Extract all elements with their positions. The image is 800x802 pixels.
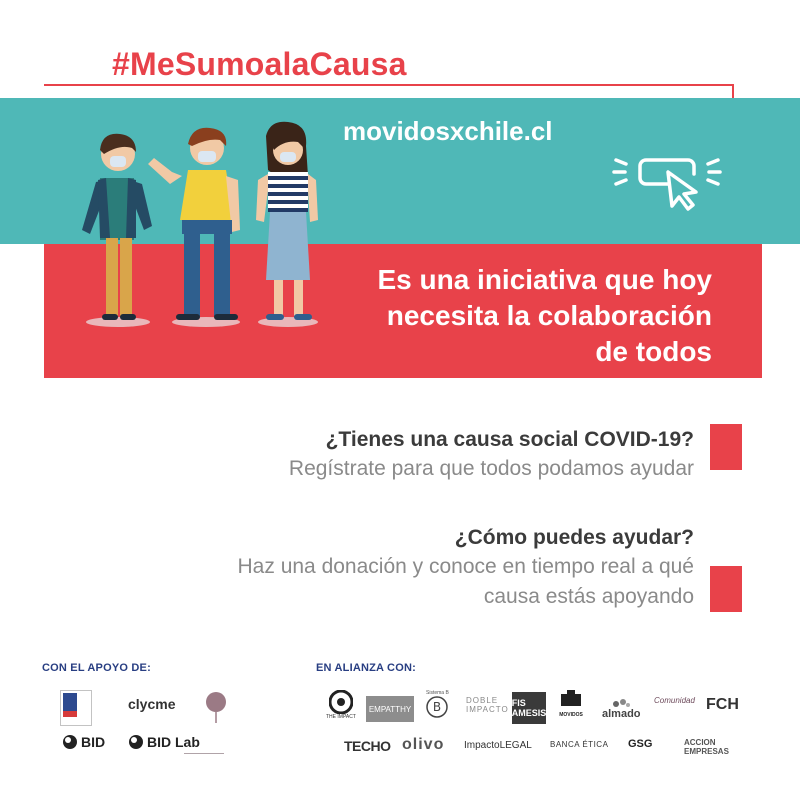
empatthy-logo bbox=[366, 696, 414, 722]
almado-logo-text: almado bbox=[602, 708, 641, 720]
question-body-line: Regístrate para que todos podamos ayudar bbox=[288, 457, 694, 480]
bid-logo bbox=[62, 734, 105, 750]
the-impact-logo-text: THE IMPACT bbox=[326, 714, 356, 720]
fch-logo: FCH bbox=[706, 696, 739, 713]
banca-etica-logo: BANCA ÉTICA bbox=[550, 740, 609, 749]
tagline-line-1: Es una iniciativa que hoy bbox=[377, 264, 712, 295]
doble-impacto-logo: DOBLE IMPACTO bbox=[466, 696, 509, 714]
almado-logo bbox=[602, 698, 641, 720]
olivo-logo: olivo bbox=[402, 736, 445, 753]
gobierno-chile-logo bbox=[60, 690, 92, 726]
impacto-legal-logo: ImpactoLEGAL bbox=[464, 740, 532, 751]
click-cursor-icon bbox=[612, 150, 722, 212]
movidos-logo bbox=[558, 690, 584, 718]
techo-logo: TECHO bbox=[344, 738, 391, 754]
person-left bbox=[82, 134, 152, 327]
question-register bbox=[289, 426, 694, 484]
gsg-logo: GSG bbox=[628, 738, 653, 750]
accion-empresas-logo: ACCION EMPRESAS bbox=[684, 738, 729, 756]
question-title: ¿Cómo puedes ayudar? bbox=[454, 526, 694, 549]
tagline-text bbox=[272, 262, 712, 370]
sistema-b-icon bbox=[426, 696, 448, 718]
frame-line-top bbox=[44, 84, 734, 86]
question-body bbox=[289, 454, 694, 484]
sistema-b-logo bbox=[426, 690, 449, 718]
sistema-b-logo-text: Sistema B bbox=[426, 690, 449, 696]
bid-icon bbox=[62, 734, 78, 750]
comunidad-logo: Comunidad bbox=[654, 696, 695, 705]
question-body bbox=[238, 552, 694, 612]
movidos-logo-text: MOVIDOS bbox=[559, 712, 583, 718]
question-body-line: causa estás apoyando bbox=[483, 585, 694, 608]
fis-amesis-logo-text: FIS AMESIS bbox=[511, 698, 547, 718]
tagline-line-2: necesita la colaboración bbox=[386, 300, 712, 331]
alliance-section-title: EN ALIANZA CON: bbox=[316, 662, 416, 674]
accent-square bbox=[710, 424, 742, 470]
movidos-icon bbox=[558, 690, 584, 712]
question-body-line: Haz una donación y conoce en tiempo real a qué bbox=[237, 555, 694, 578]
bid-lab-icon bbox=[128, 734, 144, 750]
svg-text:B: B bbox=[433, 700, 442, 714]
site-url-link[interactable]: movidosxchile.cl bbox=[343, 116, 553, 146]
person-middle bbox=[148, 128, 240, 327]
question-donate bbox=[238, 524, 694, 612]
bid-lab-logo-text: BID Lab bbox=[147, 734, 200, 750]
fundacion-rose-logo bbox=[202, 690, 230, 724]
support-section-title: CON EL APOYO DE: bbox=[42, 662, 151, 674]
tagline-line-3: de todos bbox=[595, 336, 712, 367]
fis-amesis-logo bbox=[512, 692, 546, 724]
empatthy-logo-text: EMPATTHY bbox=[368, 704, 412, 714]
question-title: ¿Tienes una causa social COVID-19? bbox=[325, 428, 694, 451]
the-impact-icon bbox=[329, 690, 353, 714]
fundacion-san-carlos-logo bbox=[184, 732, 224, 754]
bid-logo-text: BID bbox=[81, 734, 106, 750]
accent-square bbox=[710, 566, 742, 612]
almado-icon bbox=[611, 698, 631, 708]
clycme-logo: clycme bbox=[128, 696, 176, 712]
the-impact-logo bbox=[326, 690, 356, 720]
hashtag-title: #MeSumoalaCausa bbox=[112, 46, 407, 82]
